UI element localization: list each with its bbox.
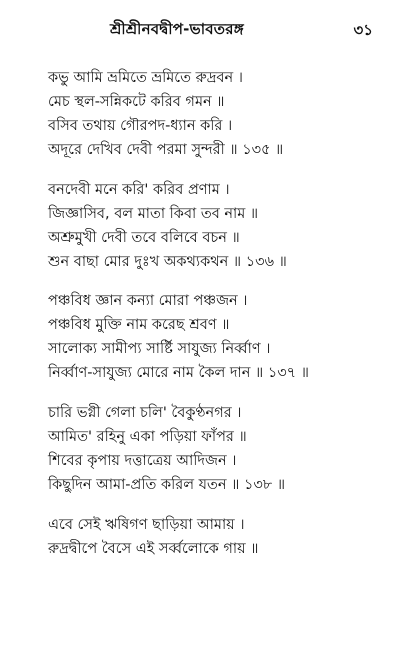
- verse-line: বসিব তথায় গৌরপদ-ধ্যান করি ।: [48, 118, 233, 134]
- stanza-136: [48, 178, 378, 274]
- verse-line: এবে সেই ঋষিগণ ছাড়িয়া আমায় ।: [48, 517, 245, 533]
- verse-line: বনদেবী মনে করি' করিব প্রণাম ।: [48, 182, 230, 198]
- verse-line: রুদ্রদ্বীপে বৈসে এই সর্ব্বলোকে গায় ॥: [48, 541, 259, 557]
- verse-line: কিছুদিন আমা-প্রতি করিল যতন ॥ ১৩৮ ॥: [48, 477, 286, 493]
- verse-line: শিবের কৃপায় দত্তাত্রেয় আদিজন ।: [48, 453, 237, 469]
- verse-line: জিজ্ঞাসিব, বল মাতা কিবা তব নাম ॥: [48, 206, 259, 222]
- stanza-135: [48, 66, 378, 162]
- stanza-139-partial: [48, 513, 378, 561]
- verse-line: আমিত' রহিনু একা পড়িয়া ফাঁপর ॥: [48, 429, 247, 445]
- stanza-138: [48, 401, 378, 497]
- stanza-137: [48, 289, 378, 385]
- verse-line: সালোক্য সামীপ্য সার্ষ্টি সাযুজ্য নির্ব্বাণ ।: [48, 341, 271, 357]
- verse-line: চারি ভগ্নী গেলা চলি' বৈকুণ্ঠনগর ।: [48, 405, 242, 421]
- verse-line: কভু আমি ভ্রমিতে ভ্রমিতে রুদ্রবন ।: [48, 70, 243, 86]
- verse-line: পঞ্চবিধ জ্ঞান কন্যা মোরা পঞ্চজন ।: [48, 293, 248, 309]
- verse-line: অদূরে দেখিব দেবী পরমা সুন্দরী ॥ ১৩৫ ॥: [48, 142, 284, 158]
- running-title: শ্রীশ্রীনবদ্বীপ-ভাবতরঙ্গ: [110, 20, 244, 38]
- verse-line: অশ্রুমুখী দেবী তবে বলিবে বচন ॥: [48, 230, 240, 246]
- page-header: [0, 18, 405, 46]
- verse-line: পঞ্চবিধ মুক্তি নাম করেছ শ্রবণ ॥: [48, 317, 230, 333]
- verse-line: নির্ব্বাণ-সাযুজ্য মোরে নাম কৈল দান ॥ ১৩৭ ॥: [48, 365, 309, 381]
- verse-line: শুন বাছা মোর দুঃখ অকথ্যকথন ॥ ১৩৬ ॥: [48, 254, 287, 270]
- verse-line: মেচ স্থল-সন্নিকটে করিব গমন ॥: [48, 94, 225, 110]
- page-number: ৩১: [353, 21, 373, 39]
